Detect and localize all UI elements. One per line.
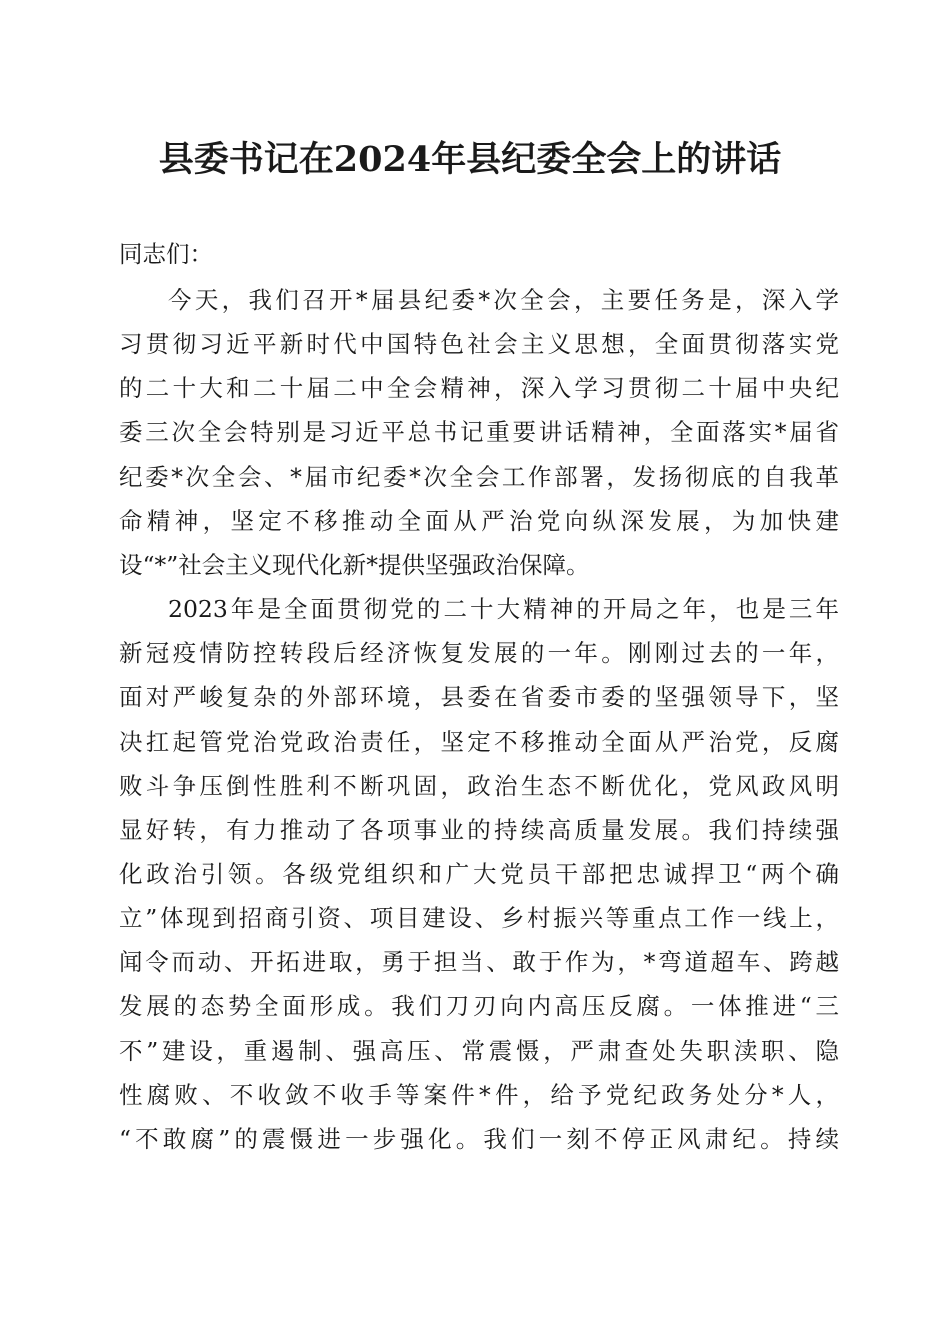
paragraph-line: 习贯彻习近平新时代中国特色社会主义思想，全面贯彻落实党 — [119, 330, 839, 358]
paragraph-line: 命精神，坚定不移推动全面从严治党向纵深发展，为加快建 — [119, 507, 839, 535]
paragraph-line: 性腐败、不收敛不收手等案件*件，给予党纪政务处分*人， — [119, 1081, 839, 1109]
paragraph-line: 显好转，有力推动了各项事业的持续高质量发展。我们持续强 — [119, 816, 839, 844]
paragraph-line: 败斗争压倒性胜利不断巩固，政治生态不断优化，党风政风明 — [119, 772, 839, 800]
paragraph-line: 面对严峻复杂的外部环境，县委在省委市委的坚强领导下，坚 — [119, 683, 839, 711]
paragraph-line: “不敢腐”的震慑进一步强化。我们一刻不停正风肃纪。持续 — [119, 1125, 839, 1153]
paragraph-line: 发展的态势全面形成。我们刀刃向内高压反腐。一体推进“三 — [119, 992, 839, 1020]
document-title: 县委书记在2024年县纪委全会上的讲话 — [158, 139, 782, 180]
paragraph-line: 的二十大和二十届二中全会精神，深入学习贯彻二十届中央纪 — [119, 374, 839, 402]
paragraph-line: 新冠疫情防控转段后经济恢复发展的一年。刚刚过去的一年， — [119, 639, 839, 667]
paragraph-line: 决扛起管党治党政治责任，坚定不移推动全面从严治党，反腐 — [119, 728, 839, 756]
paragraph-line: 设“*”社会主义现代化新*提供坚强政治保障。 — [119, 551, 590, 579]
paragraph-line: 委三次全会特别是习近平总书记重要讲话精神，全面落实*届省 — [119, 418, 839, 446]
salutation: 同志们： — [119, 240, 213, 268]
paragraph-line: 纪委*次全会、*届市纪委*次全会工作部署，发扬彻底的自我革 — [119, 463, 839, 491]
paragraph-line: 2023年是全面贯彻党的二十大精神的开局之年，也是三年 — [168, 595, 839, 623]
paragraph-line: 不”建设，重遏制、强高压、常震慑，严肃查处失职渎职、隐 — [119, 1037, 839, 1065]
paragraph-line: 今天，我们召开*届县纪委*次全会，主要任务是，深入学 — [168, 286, 839, 314]
paragraph-line: 闻令而动、开拓进取，勇于担当、敢于作为，*弯道超车、跨越 — [119, 948, 839, 976]
paragraph-line: 立”体现到招商引资、项目建设、乡村振兴等重点工作一线上， — [119, 904, 839, 932]
paragraph-line: 化政治引领。各级党组织和广大党员干部把忠诚捍卫“两个确 — [119, 860, 839, 888]
